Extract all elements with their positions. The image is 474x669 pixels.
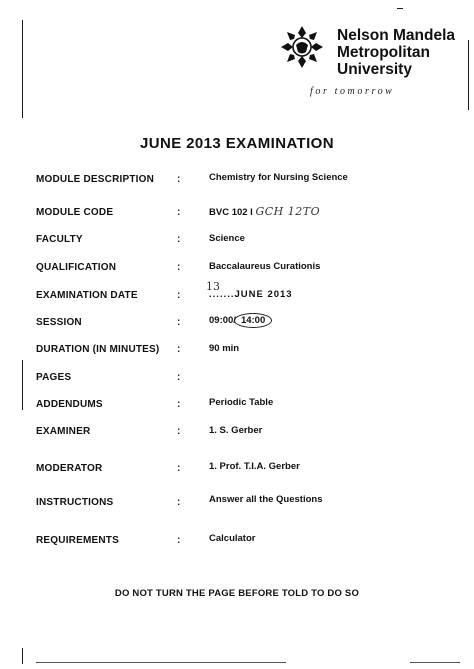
university-name bbox=[337, 27, 467, 78]
footer-instruction: DO NOT TURN THE PAGE BEFORE TOLD TO DO SO bbox=[114, 588, 360, 599]
row-label-instructions: INSTRUCTIONS bbox=[36, 497, 114, 508]
exam-date-handwritten-day: 13 bbox=[206, 280, 220, 293]
row-colon: : bbox=[177, 497, 181, 508]
scan-edge-mark-top bbox=[397, 8, 403, 9]
session-morning: 09:00/ bbox=[209, 315, 236, 326]
row-label-examiner: EXAMINER bbox=[36, 426, 91, 437]
row-value-addendums: Periodic Table bbox=[209, 397, 274, 408]
row-label-module-description: MODULE DESCRIPTION bbox=[36, 174, 155, 185]
row-label-faculty: FACULTY bbox=[36, 234, 83, 245]
row-value-moderator: 1. Prof. T.I.A. Gerber bbox=[209, 461, 300, 472]
row-colon: : bbox=[177, 535, 181, 546]
row-colon: : bbox=[177, 372, 181, 383]
university-tagline: for tomorrow bbox=[310, 86, 395, 97]
row-value-duration: 90 min bbox=[209, 343, 240, 354]
row-colon: : bbox=[177, 174, 181, 185]
row-value-faculty: Science bbox=[209, 233, 245, 244]
row-value-module-description: Chemistry for Nursing Science bbox=[209, 172, 348, 183]
row-value-requirements: Calculator bbox=[209, 533, 256, 544]
row-value-examiner: 1. S. Gerber bbox=[209, 425, 263, 436]
row-colon: : bbox=[177, 317, 181, 328]
row-colon: : bbox=[177, 207, 181, 218]
row-label-requirements: REQUIREMENTS bbox=[36, 535, 119, 546]
module-code-handwritten: GCH 12TO bbox=[255, 205, 321, 218]
row-label-pages: PAGES bbox=[36, 372, 72, 383]
scan-edge-mark-bottom-right bbox=[410, 662, 460, 663]
row-colon: : bbox=[177, 290, 181, 301]
row-value-instructions: Answer all the Questions bbox=[209, 494, 323, 505]
row-value-examination-date: .......JUNE 2013 bbox=[209, 289, 293, 300]
scan-edge-mark-right bbox=[468, 40, 469, 110]
nmmu-crest-icon bbox=[277, 22, 327, 72]
row-colon: : bbox=[177, 344, 181, 355]
scan-edge-mark-bottom bbox=[36, 662, 286, 663]
row-label-session: SESSION bbox=[36, 317, 82, 328]
row-value-session bbox=[209, 313, 272, 328]
university-name-line-1: Nelson Mandela bbox=[337, 27, 455, 44]
university-name-line-2: Metropolitan bbox=[337, 44, 430, 61]
exam-title: JUNE 2013 EXAMINATION bbox=[139, 135, 334, 152]
row-colon: : bbox=[177, 399, 181, 410]
scan-edge-mark-left-mid bbox=[22, 360, 23, 410]
row-value-qualification: Baccalaureus Curationis bbox=[209, 261, 321, 272]
row-colon: : bbox=[177, 463, 181, 474]
scan-edge-mark-bottom-left bbox=[22, 648, 23, 664]
row-colon: : bbox=[177, 426, 181, 437]
row-colon: : bbox=[177, 262, 181, 273]
row-label-addendums: ADDENDUMS bbox=[36, 399, 103, 410]
row-label-qualification: QUALIFICATION bbox=[36, 262, 117, 273]
university-name-line-3: University bbox=[337, 61, 412, 78]
row-colon: : bbox=[177, 234, 181, 245]
scan-edge-mark-left-top bbox=[22, 20, 23, 118]
row-label-module-code: MODULE CODE bbox=[36, 207, 114, 218]
row-label-moderator: MODERATOR bbox=[36, 463, 103, 474]
row-label-duration: DURATION (IN MINUTES) bbox=[36, 344, 160, 355]
row-label-examination-date: EXAMINATION DATE bbox=[36, 290, 138, 301]
module-code-printed: BVC 102 I bbox=[209, 207, 253, 218]
row-value-module-code bbox=[209, 205, 320, 218]
session-afternoon-circled: 14:00 bbox=[234, 313, 272, 328]
